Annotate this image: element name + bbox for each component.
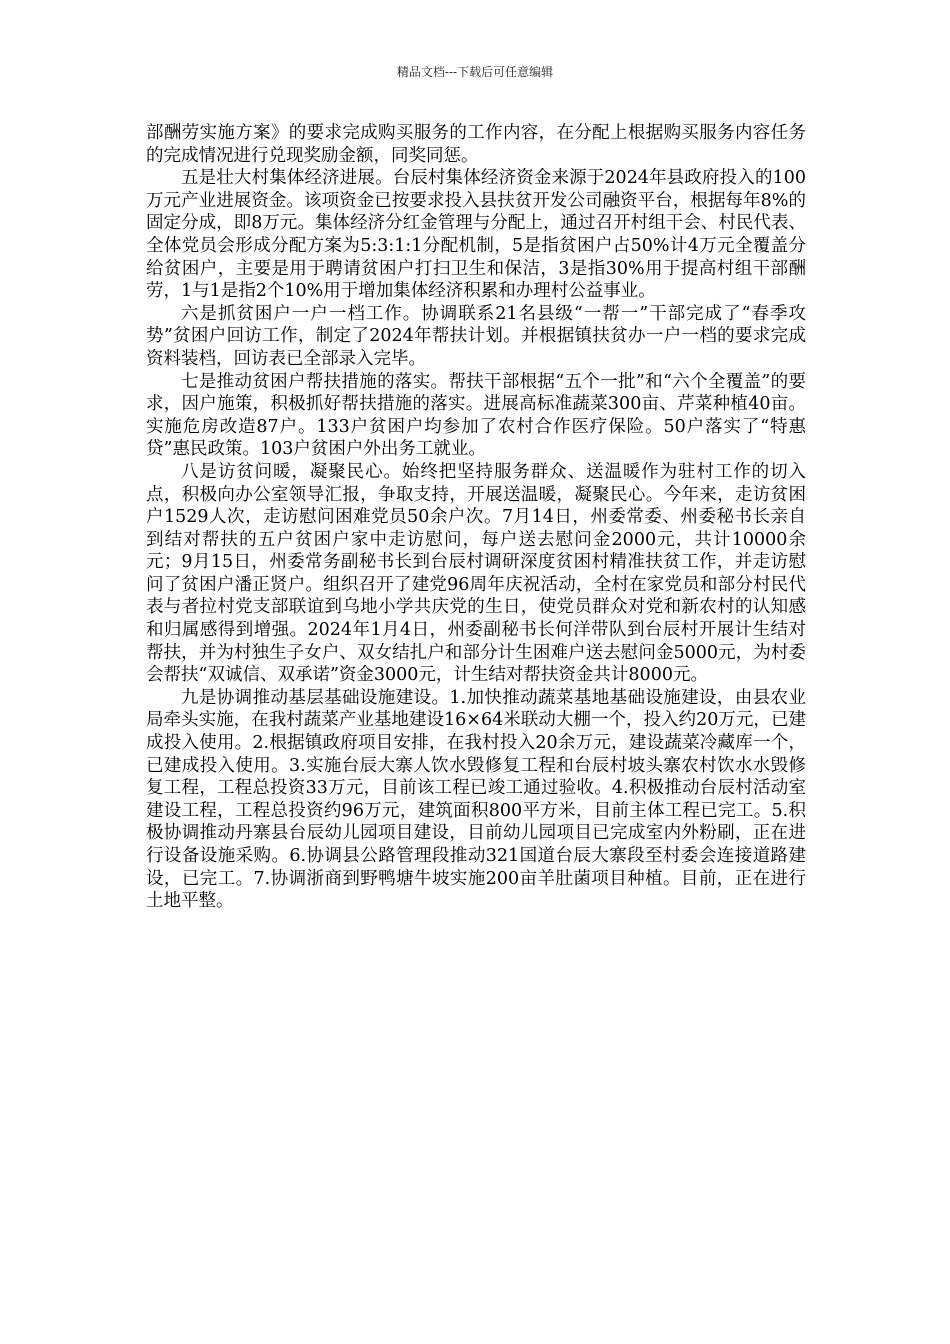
paragraph-infrastructure: 九是协调推动基层基础设施建设。1.加快推动蔬菜基地基础设施建设，由县农业局牵头实施，在我村蔬菜产业基地建设16×64米联动大棚一个，投入约20万元，已建成投入使用。2.根据镇政府项目安排，在我村投入20余万元，建设蔬菜冷藏库一个，已建成投入使用。3.实施台辰大寨人饮水毁修复工程和台辰村坡头寨农村饮水水毁修复工程，工程总投资33万元，目前该工程已竣工通过验收。4.积极推动台辰村活动室建设工程，工程总投资约96万元，建筑面积800平方米，目前主体工程已完工。5.积极协调推动丹寨县台辰幼儿园项目建设，目前幼儿园项目已完成室内外粉刷，正在进行设备设施采购。6.协调县公路管理段推动321国道台辰大寨段至村委会连接道路建设，已完工。7.协调浙商到野鸭塘牛坡实施200亩羊肚菌项目种植。目前，正在进行土地平整。: [146, 687, 806, 912]
document-body: [146, 122, 806, 913]
paragraph-continuation: 部酬劳实施方案》的要求完成购买服务的工作内容，在分配上根据购买服务内容任务的完成情况进行兑现奖励金额，同奖同惩。: [146, 123, 806, 166]
page-header: 精品文档---下载后可任意编辑: [396, 65, 554, 79]
paragraph-visits: 八是访贫问暖，凝聚民心。始终把坚持服务群众、送温暖作为驻村工作的切入点，积极向办公室领导汇报，争取支持，开展送温暖，凝聚民心。今年来，走访贫困户1529人次，走访慰问困难党员50余户次。7月14日，州委常委、州委秘书长亲自到结对帮扶的五户贫困户家中走访慰问，每户送去慰问金2000元，共计10000余元；9月15日，州委常务副秘书长到台辰村调研深度贫困村精准扶贫工作，并走访慰问了贫困户潘正贤户。组织召开了建党96周年庆祝活动，全村在家党员和部分村民代表与者拉村党支部联谊到乌地小学共庆党的生日，使党员群众对党和新农村的认知感和归属感得到增强。2024年1月4日，州委副秘书长何洋带队到台辰村开展计生结对帮扶，并为村独生子女户、双女结扎户和部分计生困难户送去慰问金5000元，为村委会帮扶“双诚信、双承诺”资金3000元，计生结对帮扶资金共计8000元。: [146, 461, 806, 686]
paragraph-collective-economy: 五是壮大村集体经济进展。台辰村集体经济资金来源于2024年县政府投入的100万元产业进展资金。该项资金已按要求投入县扶贫开发公司融资平台，根据每年8%的固定分成，即8万元。集体经济分红金管理与分配上，通过召开村组干会、村民代表、全体党员会形成分配方案为5:3:1:1分配机制，5是指贫困户占50%计4万元全覆盖分给贫困户，主要是用于聘请贫困户打扫卫生和保洁，3是指30%用于提高村组干部酬劳，1与1是指2个10%用于增加集体经济积累和办理村公益事业。: [146, 168, 806, 302]
paragraph-household-files: 六是抓贫困户一户一档工作。协调联系21名县级“一帮一”干部完成了“春季攻势”贫困户回访工作，制定了2024年帮扶计划。并根据镇扶贫办一户一档的要求完成资料装档，回访表已全部录入完毕。: [146, 303, 806, 369]
paragraph-assistance-measures: 七是推动贫困户帮扶措施的落实。帮扶干部根据“五个一批”和“六个全覆盖”的要求，因户施策，积极抓好帮扶措施的落实。进展高标准蔬菜300亩、芹菜种植40亩。实施危房改造87户。133户贫困户均参加了农村合作医疗保险。50户落实了“特惠贷”惠民政策。103户贫困户外出务工就业。: [146, 371, 806, 460]
